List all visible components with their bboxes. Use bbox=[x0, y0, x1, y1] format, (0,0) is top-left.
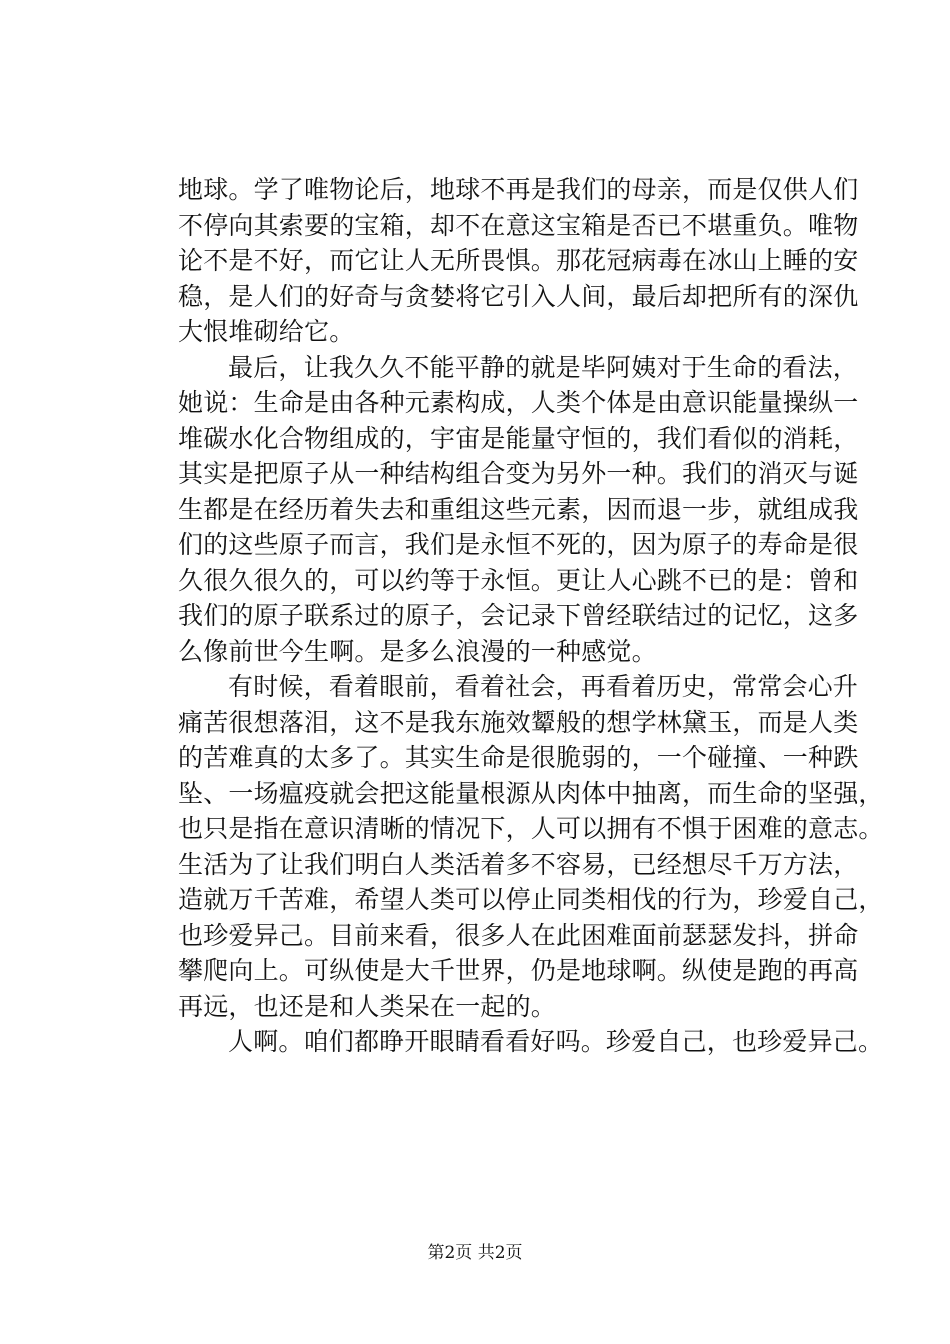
text-line: 也珍爱异己。目前来看，很多人在此困难面前瑟瑟发抖，拼命 bbox=[178, 920, 859, 950]
text-line: 痛苦很想落泪，这不是我东施效颦般的想学林黛玉，而是人类 bbox=[178, 707, 859, 737]
text-line: 论不是不好，而它让人无所畏惧。那花冠病毒在冰山上睡的安 bbox=[178, 246, 859, 275]
text-line: 们的这些原子而言，我们是永恒不死的，因为原子的寿命是很 bbox=[178, 530, 859, 559]
text-line: 生都是在经历着失去和重组这些元素，因而退一步，就组成我 bbox=[178, 494, 859, 524]
text-line: 坠、一场瘟疫就会把这能量根源从肉体中抽离，而生命的坚强， bbox=[178, 778, 884, 808]
text-line: 不停向其索要的宝箱，却不在意这宝箱是否已不堪重负。唯物 bbox=[178, 210, 859, 240]
paragraph-start-line: 最后，让我久久不能平静的就是毕阿姨对于生命的看法， bbox=[228, 352, 859, 382]
body-text bbox=[178, 172, 884, 1060]
text-line: 地球。学了唯物论后，地球不再是我们的母亲，而是仅供人们 bbox=[178, 175, 859, 204]
text-line: 大恨堆砌给它。 bbox=[178, 317, 355, 346]
text-line: 再远，也还是和人类呆在一起的。 bbox=[178, 991, 557, 1021]
text-line: 生活为了让我们明白人类活着多不容易，已经想尽千万方法， bbox=[178, 849, 859, 879]
text-line: 其实是把原子从一种结构组合变为另外一种。我们的消灭与诞 bbox=[178, 459, 859, 488]
text-line: 造就万千苦难，希望人类可以停止同类相伐的行为，珍爱自己， bbox=[178, 885, 884, 914]
paragraph-start-line: 有时候，看着眼前，看着社会，再看着历史，常常会心升 bbox=[228, 672, 859, 701]
text-line: 也只是指在意识清晰的情况下，人可以拥有不惧于困难的意志。 bbox=[178, 814, 884, 843]
text-line: 久很久很久的，可以约等于永恒。更让人心跳不已的是：曾和 bbox=[178, 565, 859, 595]
text-line: 的苦难真的太多了。其实生命是很脆弱的，一个碰撞、一种跌 bbox=[178, 743, 859, 772]
text-line: 么像前世今生啊。是多么浪漫的一种感觉。 bbox=[178, 636, 657, 666]
text-line: 我们的原子联系过的原子，会记录下曾经联结过的记忆，这多 bbox=[178, 601, 859, 630]
text-line: 攀爬向上。可纵使是大千世界，仍是地球啊。纵使是跑的再高 bbox=[178, 956, 859, 985]
paragraph-start-line: 人啊。咱们都睁开眼睛看看好吗。珍爱自己，也珍爱异己。 bbox=[228, 1027, 884, 1056]
text-line: 稳，是人们的好奇与贪婪将它引入人间，最后却把所有的深仇 bbox=[178, 281, 859, 311]
page-number-footer: 第2页 共2页 bbox=[427, 1243, 523, 1263]
text-line: 堆碳水化合物组成的，宇宙是能量守恒的，我们看似的消耗， bbox=[178, 423, 859, 453]
text-line: 她说：生命是由各种元素构成，人类个体是由意识能量操纵一 bbox=[178, 388, 859, 417]
